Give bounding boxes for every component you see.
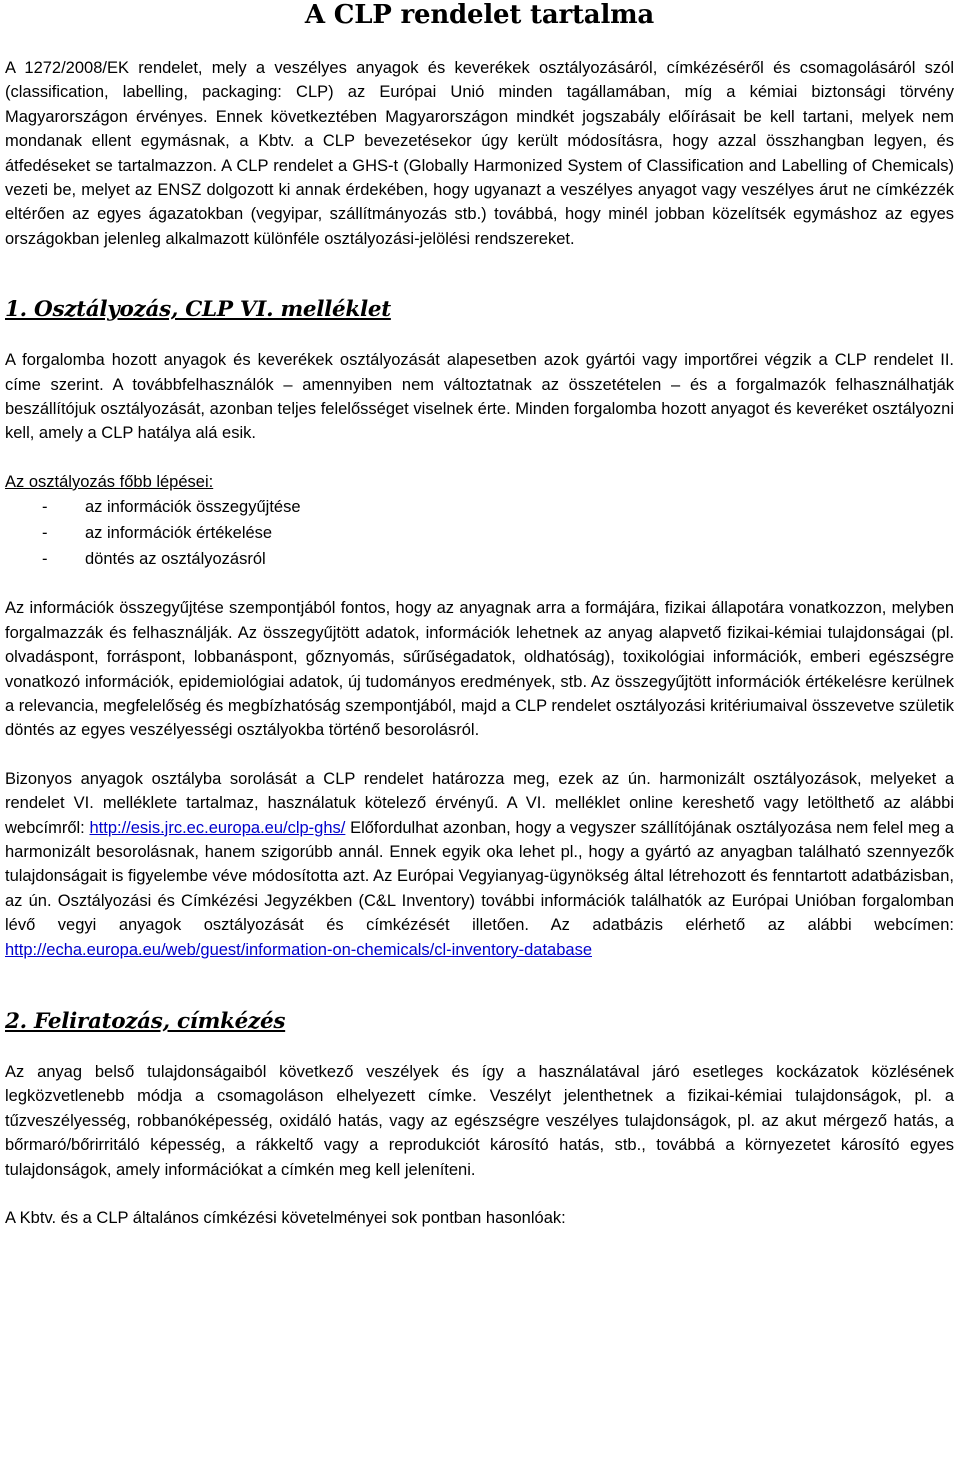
list-dash: - [42, 498, 48, 517]
paragraph-text: Előfordulhat azonban, hogy a vegyszer szállítójának osztályozása nem felel meg a harmonizált besorolásnak, hanem szigorúbb annál. Ennek egyik oka lehet pl., hogy a gyártó az anyagban található szennyezők tulajdonságait is figyelembe véve módosította azt. Az Európai Vegyianyag-ügynökség által létrehozott és fenntartott adatbázisban, az ún. Osztályozási és Címkézési Jegyzékben (C&L Inventory) további információk találhatók az Európai Unióban forgalomban lévő vegyi anyagok osztályozását és címkézését illetően. Az adatbázis elérhető az alábbi webcímen: [5, 818, 954, 935]
list-item-text: az információk értékelése [85, 524, 273, 543]
section-1-paragraph-2: Az információk összegyűjtése szempontjából fontos, hogy az anyagnak arra a formájára, fizikai állapotára vonatkozzon, melyben forgalmazzák és felhasználják. Az összegyűjtött adatok, információk lehetnek az anyag alapvető fizikai-kémiai tulajdonságai (pl. olvadáspont, forráspont, lobbanáspont, gőznyomás, sűrűségadatok, oldhatóság), toxikológiai információk, emberi egészségre vonatkozó információk, epidemiológiai adatok, új tudományos eredmények, stb. Az összegyűjtött információk értékelésre kerülnek a relevancia, megfelelőség és megbízhatóság szempontjából, majd a CLP rendelet osztályozási kritériumaival összevetve születik döntés az egyes veszélyességi osztályokba történő besorolásról. [5, 599, 954, 740]
steps-list [5, 494, 954, 572]
steps-title: Az osztályozás főbb lépései: [5, 472, 214, 491]
list-dash: - [42, 550, 48, 569]
section-1-heading: 1. Osztályozás, CLP VI. melléklet [5, 297, 391, 323]
esis-link[interactable]: http://esis.jrc.ec.europa.eu/clp-ghs/ [89, 818, 346, 837]
section-2-paragraph-2: A Kbtv. és a CLP általános címkézési követelményei sok pontban hasonlóak: [5, 1209, 566, 1227]
paragraph-text: Bizonyos anyagok osztályba sorolását a CLP rendelet határozza meg, ezek az ún. harmonizált osztályozások, melyeket a rendelet VI. melléklete tartalmaz, használatuk kötelező érvényű. A VI. melléklet online kereshető vagy letölthető az alábbi webcímről: [5, 769, 954, 837]
echa-link[interactable]: http://echa.europa.eu/web/guest/information-on-chemicals/cl-inventory-database [5, 940, 592, 959]
list-item [5, 546, 954, 572]
intro-paragraph: A 1272/2008/EK rendelet, mely a veszélyes anyagok és keverékek osztályozásáról, címkézéséről és csomagolásáról szól (classification, labelling, packaging: CLP) az Európai Unió minden tagállamában, míg a kémiai biztonsági törvény Magyarországon érvényes. Ennek következtében Magyarországon mindkét jogszabály előírásait be kell tartani, melyek nem mondanak ellent egymásnak, a Kbtv. a CLP bevezetésekor úgy került módosításra, hogy azzal összhangban legyen, és átfedéseket se tartalmazzon. A CLP rendelet a GHS-t (Globally Harmonized System of Classification and Labelling of Chemicals) vezeti be, melyet az ENSZ dolgozott ki annak érdekében, hogy ugyanazt a veszélyes anyagot vagy veszélyes árut ne címkézzék eltérően az egyes ágazatokban (vegyipar, szállítmányozás stb.) továbbá, hogy minél jobban közelítsék egymáshoz az egyes országokban jelenleg alkalmazott különféle osztályozási-jelölési rendszereket. [5, 59, 954, 248]
section-2-heading: 2. Feliratozás, címkézés [5, 1008, 286, 1034]
section-1-paragraph-1: A forgalomba hozott anyagok és keverékek osztályozását alapesetben azok gyártói vagy importőrei végzik a CLP rendelet II. címe szerint. A továbbfelhasználók – amennyiben nem változtatnak az összetételen – és a forgalmazók felhasználhatják beszállítójuk osztályozását, azonban teljes felelősséget viselnek érte. Minden forgalomba hozott anyagot és keveréket osztályozni kell, amely a CLP hatálya alá esik. [5, 351, 954, 443]
list-item-text: döntés az osztályozásról [85, 550, 266, 569]
page-title: A CLP rendelet tartalma [304, 0, 655, 30]
list-item [5, 494, 954, 520]
list-item-text: az információk összegyűjtése [85, 498, 301, 517]
section-2-paragraph-1: Az anyag belső tulajdonságaiból következő veszélyek és így a használatával járó esetleges kockázatok közlésének legközvetlenebb módja a csomagoláson elhelyezett címke. Veszélyt jelenthetnek a fizikai-kémiai tulajdonságok, pl. a tűzveszélyesség, robbanóképesség, oxidáló hatás, vagy az egészségre veszélyes tulajdonságok, pl. az akut mérgező hatás, a bőrmaró/bőrirritáló képesség, a rákkeltő vagy a reprodukciót károsító hatás, stb., továbbá a környezetet károsító egyes tulajdonságok, amely információkat a címkén meg kell jeleníteni. [5, 1062, 954, 1179]
section-1-paragraph-3 [5, 767, 954, 962]
list-dash: - [42, 524, 48, 543]
list-item [5, 520, 954, 546]
